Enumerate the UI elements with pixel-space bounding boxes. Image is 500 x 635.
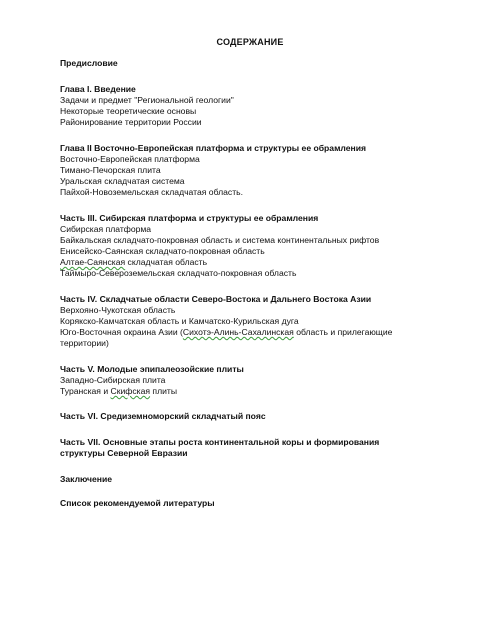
part-5-heading: Часть V. Молодые эпипалеозойские плиты (60, 364, 244, 374)
spellcheck-underlined-text: Алтае-Саянская (60, 257, 126, 267)
chapter-1-item: Некоторые теоретические основы (60, 106, 197, 116)
spellcheck-underlined-text: Сихотэ-Алинь-Сахалинская (182, 327, 294, 337)
part-3-item: Енисейско-Саянская складчато-покровная область (60, 246, 265, 256)
part-4-heading: Часть IV. Складчатые области Северо-Востока и Дальнего Востока Азии (60, 294, 372, 304)
part-6-heading: Часть VI. Средиземноморский складчатый пояс (60, 411, 266, 421)
chapter-2-item: Пайхой-Новоземельская складчатая область. (60, 187, 244, 197)
item-text: складчатая область (125, 257, 208, 267)
conclusion-heading: Заключение (60, 474, 113, 484)
chapter-2-item: Тимано-Печорская плита (60, 165, 161, 175)
chapter-2-item: Уральская складчатая система (60, 176, 185, 186)
preface-heading: Предисловие (60, 58, 118, 68)
part-7-heading: Часть VII. Основные этапы роста континентальной коры и формирования (60, 437, 380, 447)
part-3-item: Байкальская складчато-покровная область и система континентальных рифтов (60, 235, 380, 245)
item-text: Туранская и (60, 386, 111, 396)
part-4-item: Верхояно-Чукотская область (60, 305, 176, 315)
chapter-2-item: Восточно-Европейская платформа (60, 154, 200, 164)
item-text: область и прилегающие (293, 327, 393, 337)
part-5-item (60, 386, 177, 397)
item-text: плиты (150, 386, 178, 396)
part-3-item: Сибирская платформа (60, 224, 152, 234)
chapter-1-heading: Глава I. Введение (60, 84, 136, 94)
part-4-item: Корякско-Камчатская область и Камчатско-Курильская дуга (60, 316, 299, 326)
chapter-1-item: Задачи и предмет "Региональной геологии" (60, 95, 234, 105)
part-3-item (60, 257, 207, 268)
spellcheck-underlined-text: Скифская (110, 386, 151, 396)
part-4-item (60, 327, 392, 338)
chapter-1-item: Районирование территории России (60, 117, 202, 127)
part-5-item: Западно-Сибирская плита (60, 375, 166, 385)
part-7-heading-continued: структуры Северной Евразии (60, 448, 188, 458)
part-3-item: Таймыро-Североземельская складчато-покровная область (60, 268, 297, 278)
item-text: Юго-Восточная окраина Азии ( (60, 327, 183, 337)
chapter-2-heading: Глава II Восточно-Европейская платформа и структуры ее обрамления (60, 143, 367, 153)
part-4-item: территории) (60, 338, 109, 348)
references-heading: Список рекомендуемой литературы (60, 498, 215, 508)
document-title: СОДЕРЖАНИЕ (216, 37, 284, 47)
part-3-heading: Часть III. Сибирская платформа и структуры ее обрамления (60, 213, 319, 223)
